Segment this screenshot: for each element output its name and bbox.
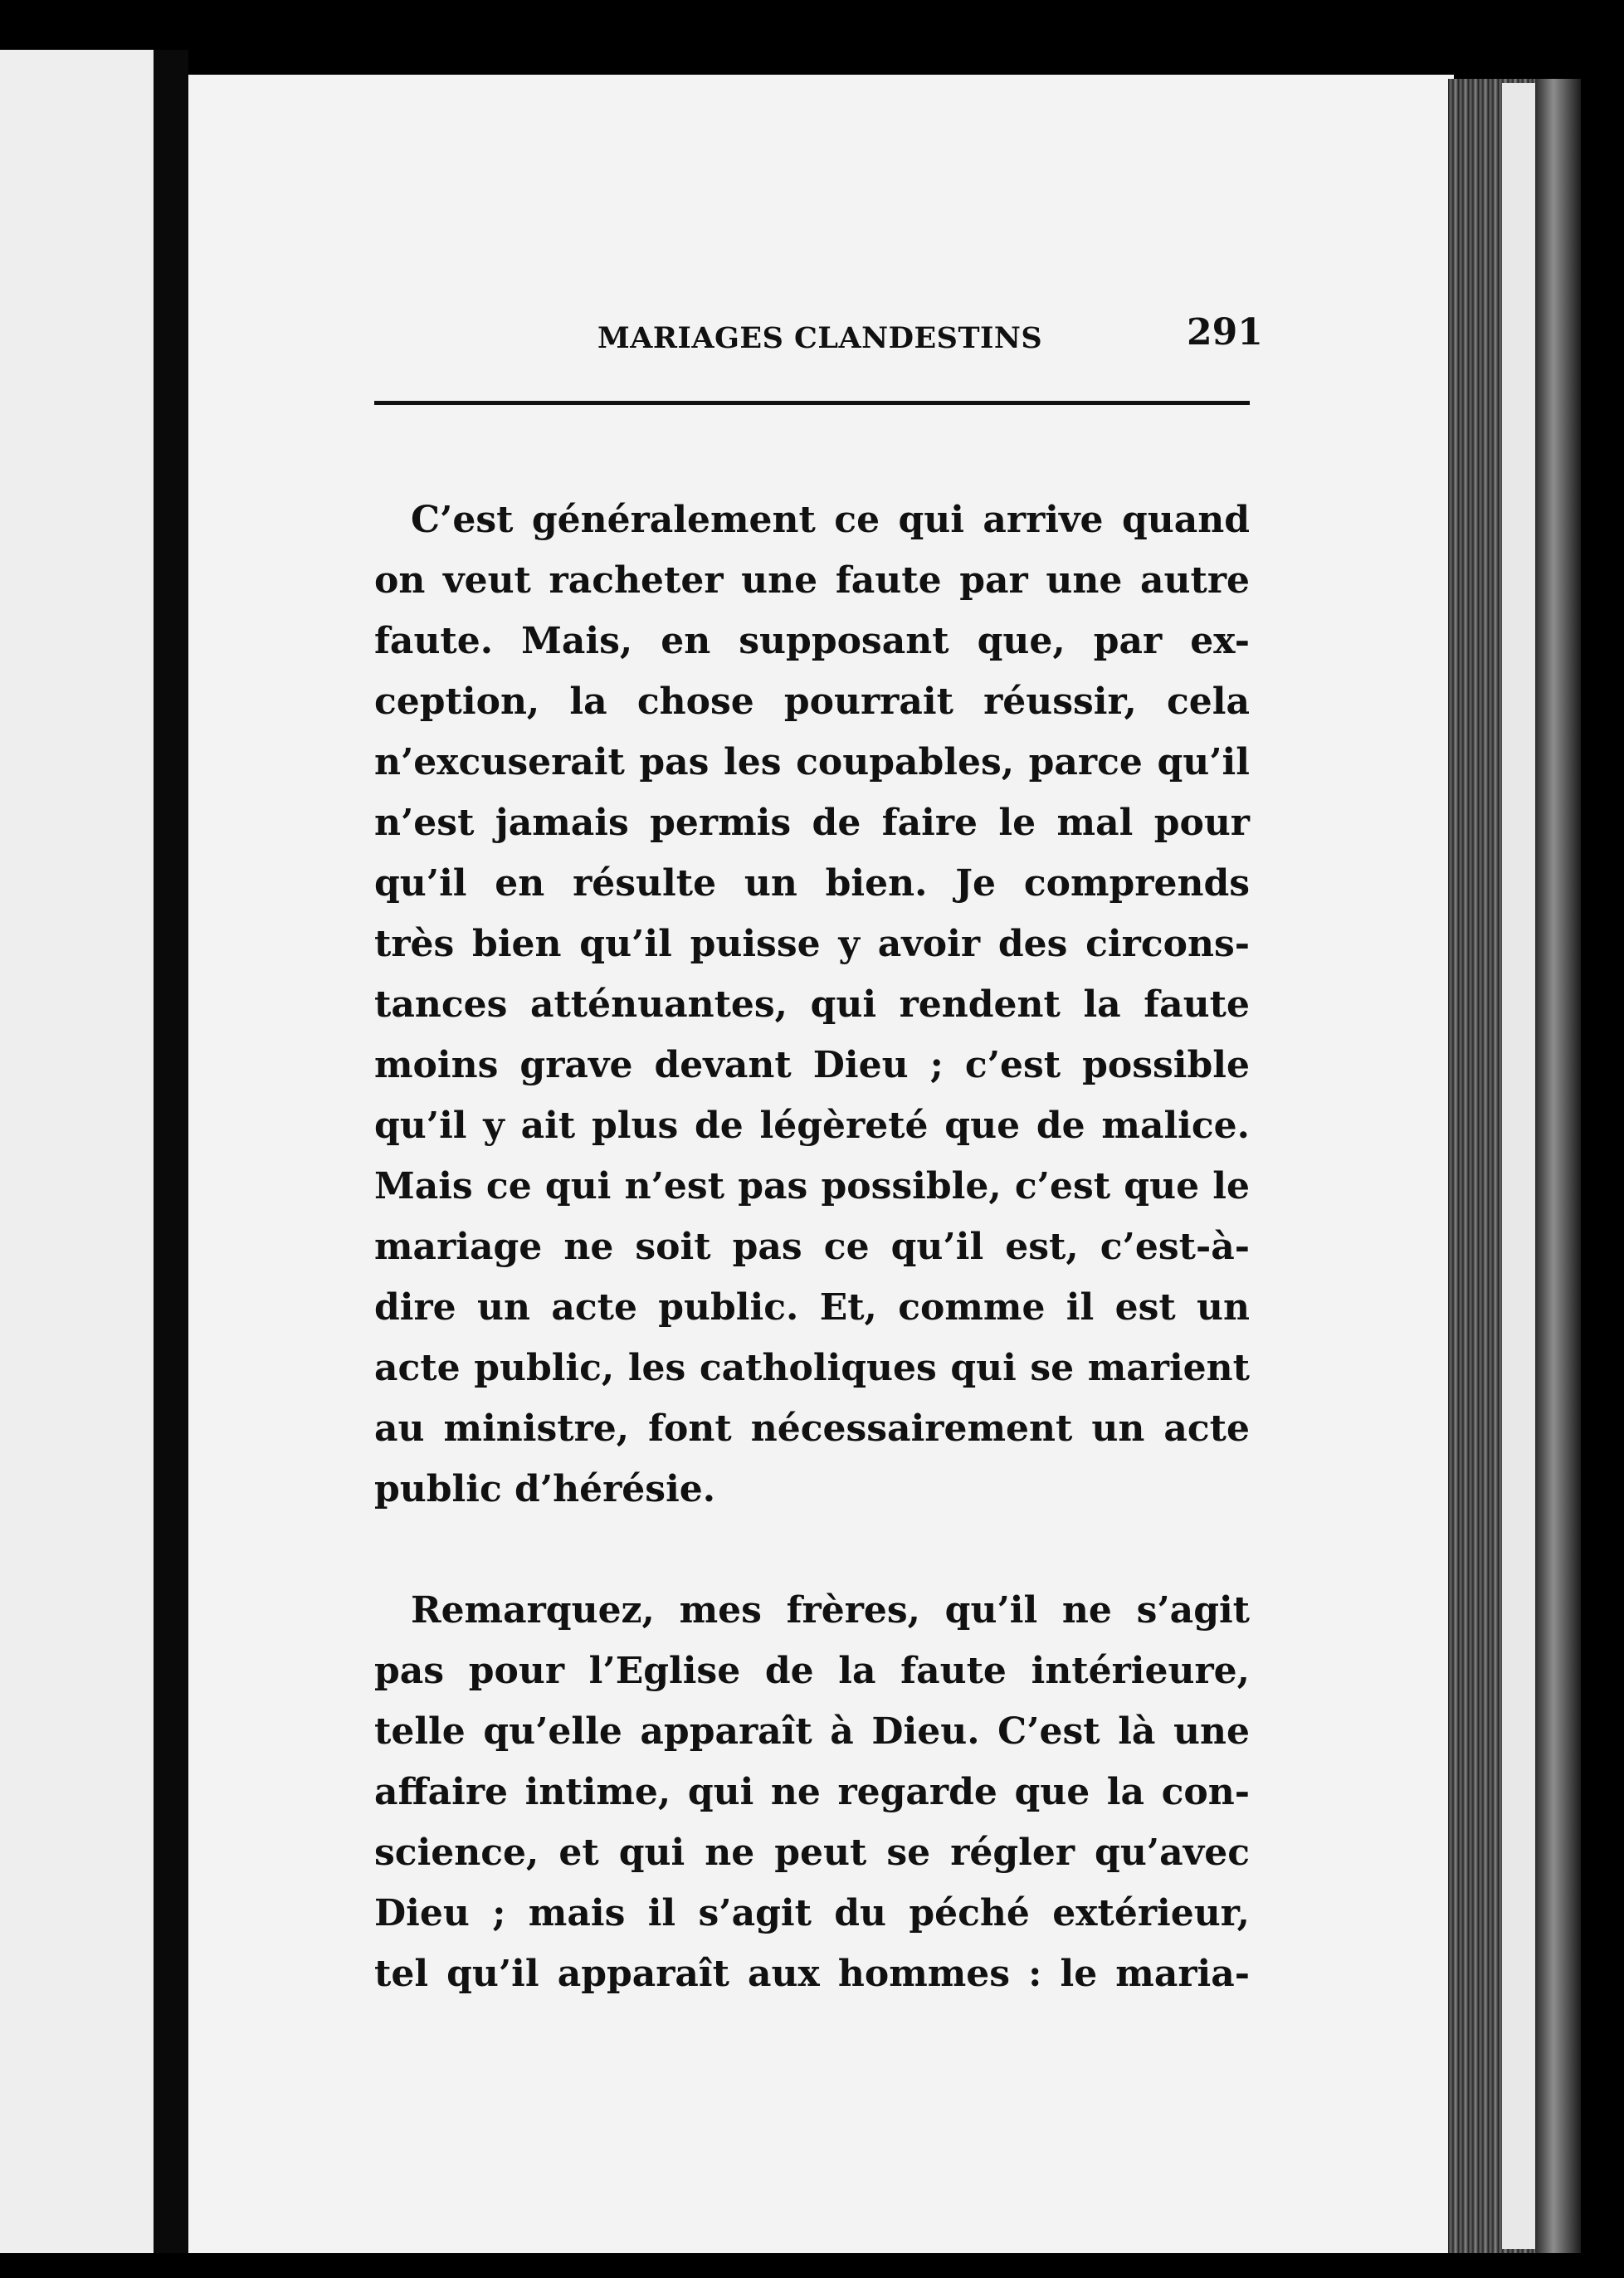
- text-line: C’est généralement ce qui arrive quand: [374, 499, 1250, 541]
- text-line: dire un acte public. Et, comme il est un: [374, 1286, 1250, 1329]
- book-cover-edge: [1535, 79, 1581, 2253]
- text-line: pas pour l’Eglise de la faute intérieure,: [374, 1650, 1250, 1692]
- paragraph-gap: [374, 1519, 1250, 1580]
- book-page: [188, 75, 1454, 2253]
- text-line: ception, la chose pourrait réussir, cela: [374, 680, 1250, 723]
- text-line: très bien qu’il puisse y avoir des circons-: [374, 923, 1250, 965]
- text-line: n’excuserait pas les coupables, parce qu’il: [374, 741, 1250, 783]
- page-number: 291: [1187, 311, 1263, 354]
- facing-page-edge: [0, 50, 154, 2253]
- text-line: tances atténuantes, qui rendent la faute: [374, 983, 1250, 1026]
- header-rule: [374, 401, 1250, 405]
- text-line: qu’il y ait plus de légèreté que de malice.: [374, 1105, 1250, 1147]
- text-line: on veut racheter une faute par une autre: [374, 559, 1250, 602]
- page-edge-light: [1502, 83, 1535, 2249]
- paragraph-2: [374, 1580, 1250, 2004]
- text-line: science, et qui ne peut se régler qu’avec: [374, 1832, 1250, 1874]
- text-line: mariage ne soit pas ce qu’il est, c’est-à-: [374, 1226, 1250, 1268]
- text-line: acte public, les catholiques qui se marient: [374, 1347, 1250, 1389]
- text-line: Mais ce qui n’est pas possible, c’est que le: [374, 1165, 1250, 1207]
- text-line: Remarquez, mes frères, qu’il ne s’agit: [374, 1589, 1250, 1632]
- running-title: MARIAGES CLANDESTINS: [597, 321, 1043, 355]
- text-line: public d’hérésie.: [374, 1468, 716, 1510]
- text-line: Dieu ; mais il s’agit du péché extérieur,: [374, 1892, 1250, 1934]
- text-line: affaire intime, qui ne regarde que la con-: [374, 1771, 1250, 1813]
- text-line: moins grave devant Dieu ; c’est possible: [374, 1044, 1250, 1086]
- text-line: au ministre, font nécessairement un acte: [374, 1407, 1250, 1450]
- text-line: qu’il en résulte un bien. Je comprends: [374, 862, 1250, 905]
- text-line: telle qu’elle apparaît à Dieu. C’est là une: [374, 1710, 1250, 1753]
- running-head: [188, 311, 1454, 361]
- text-line: tel qu’il apparaît aux hommes : le maria-: [374, 1953, 1250, 1995]
- body-text: [374, 490, 1250, 2004]
- text-line: n’est jamais permis de faire le mal pour: [374, 802, 1250, 844]
- text-line: faute. Mais, en supposant que, par ex-: [374, 620, 1250, 662]
- book-gutter: [154, 50, 188, 2253]
- paragraph-1: [374, 490, 1250, 1519]
